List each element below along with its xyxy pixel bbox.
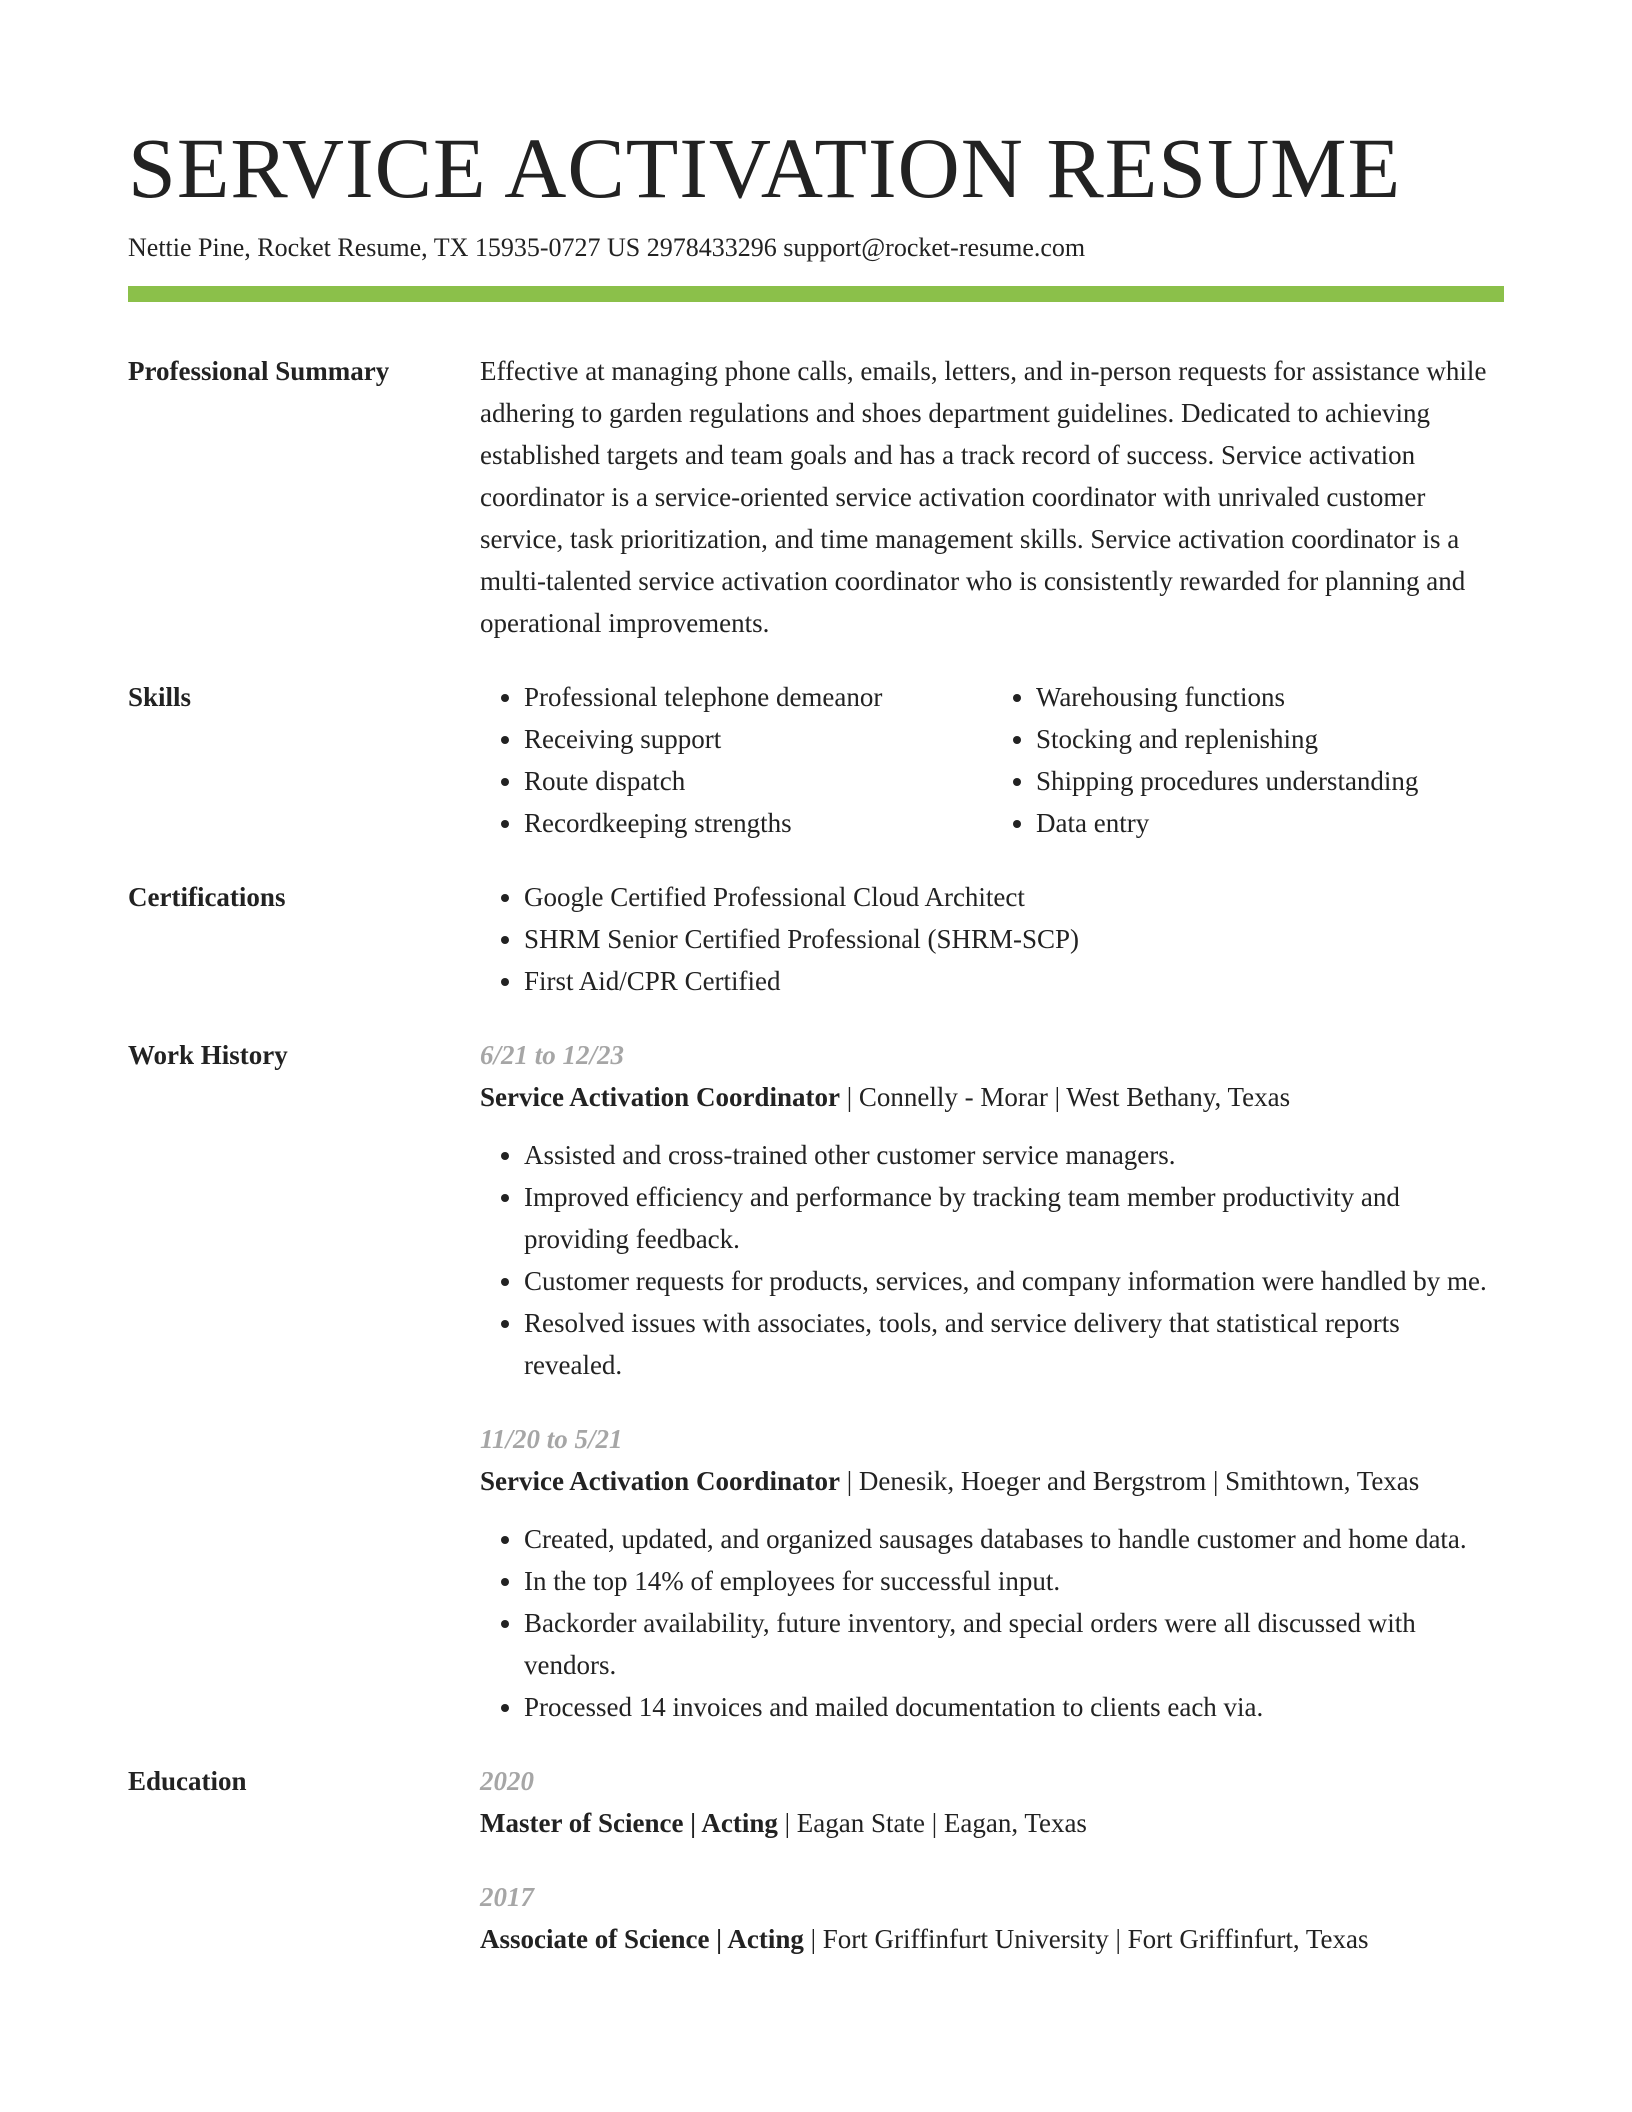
education-year: 2020 xyxy=(480,1766,534,1796)
job-bullets xyxy=(480,1518,1504,1728)
skill-item: • Recordkeeping strengths xyxy=(524,802,992,844)
education-details: | Fort Griffinfurt University | Fort Griffinfurt, Texas xyxy=(803,1924,1369,1954)
skill-item: • Route dispatch xyxy=(524,760,992,802)
skills-label: Skills xyxy=(128,682,192,712)
education-entry xyxy=(480,1760,1504,1844)
education-year: 2017 xyxy=(480,1882,534,1912)
education-label: Education xyxy=(128,1766,247,1796)
certification-item: • SHRM Senior Certified Professional (SHRM-SCP) xyxy=(524,918,1504,960)
job-title: Service Activation Coordinator xyxy=(480,1466,840,1496)
job-bullet: • Resolved issues with associates, tools, and service delivery that statistical reports revealed. xyxy=(524,1302,1504,1386)
certification-item: • First Aid/CPR Certified xyxy=(524,960,1504,1002)
summary-label: Professional Summary xyxy=(128,356,390,386)
education-body xyxy=(480,1760,1504,1960)
skills-columns xyxy=(480,676,1504,844)
skills-list-left xyxy=(480,676,992,844)
contact-line: Nettie Pine, Rocket Resume, TX 15935-0727 US 2978433296 support@rocket-resume.com xyxy=(128,233,1086,262)
skills-body xyxy=(480,676,1504,844)
work-history-label: Work History xyxy=(128,1040,288,1070)
job-title: Service Activation Coordinator xyxy=(480,1082,840,1112)
job-bullet: • Customer requests for products, services, and company information were handled by me. xyxy=(524,1260,1504,1302)
skills-section xyxy=(128,676,1504,844)
skill-item: • Shipping procedures understanding xyxy=(1036,760,1504,802)
job-entry xyxy=(480,1418,1504,1728)
job-heading xyxy=(480,1460,1504,1502)
job-bullet: • Processed 14 invoices and mailed documentation to clients each via. xyxy=(524,1686,1504,1728)
resume-title: SERVICE ACTIVATION RESUME xyxy=(128,120,1402,216)
job-dates: 6/21 to 12/23 xyxy=(480,1040,625,1070)
skills-list-right xyxy=(992,676,1504,844)
work-history-section xyxy=(128,1034,1504,1728)
education-entry xyxy=(480,1876,1504,1960)
summary-body xyxy=(480,350,1504,644)
certifications-list xyxy=(480,876,1504,1002)
education-details: | Eagan State | Eagan, Texas xyxy=(777,1808,1087,1838)
certifications-section xyxy=(128,876,1504,1002)
job-bullet: • Assisted and cross-trained other customer service managers. xyxy=(524,1134,1504,1176)
job-details: | Connelly - Morar | West Bethany, Texas xyxy=(839,1082,1291,1112)
education-section xyxy=(128,1760,1504,1960)
skill-item: • Data entry xyxy=(1036,802,1504,844)
accent-divider xyxy=(128,286,1504,302)
work-history-body xyxy=(480,1034,1504,1728)
skill-item: • Stocking and replenishing xyxy=(1036,718,1504,760)
skill-item: • Professional telephone demeanor xyxy=(524,676,992,718)
education-degree: Associate of Science | Acting xyxy=(480,1924,804,1954)
job-bullet: • Backorder availability, future inventory, and special orders were all discussed with vendors. xyxy=(524,1602,1504,1686)
job-bullet: • Created, updated, and organized sausages databases to handle customer and home data. xyxy=(524,1518,1504,1560)
resume-sections xyxy=(128,350,1504,1960)
job-bullets xyxy=(480,1134,1504,1386)
skill-item: • Receiving support xyxy=(524,718,992,760)
summary-section xyxy=(128,350,1504,644)
resume-page xyxy=(128,118,1504,1992)
education-heading xyxy=(480,1918,1504,1960)
skill-item: • Warehousing functions xyxy=(1036,676,1504,718)
job-bullet: • In the top 14% of employees for successful input. xyxy=(524,1560,1504,1602)
certification-item: • Google Certified Professional Cloud Architect xyxy=(524,876,1504,918)
job-bullet: • Improved efficiency and performance by tracking team member productivity and providing feedback. xyxy=(524,1176,1504,1260)
job-dates: 11/20 to 5/21 xyxy=(480,1424,623,1454)
education-degree: Master of Science | Acting xyxy=(480,1808,778,1838)
certifications-body xyxy=(480,876,1504,1002)
certifications-label: Certifications xyxy=(128,882,286,912)
job-entry xyxy=(480,1034,1504,1386)
job-details: | Denesik, Hoeger and Bergstrom | Smithtown, Texas xyxy=(839,1466,1420,1496)
job-heading xyxy=(480,1076,1504,1118)
education-heading xyxy=(480,1802,1504,1844)
summary-text: Effective at managing phone calls, emails, letters, and in-person requests for assistance while adhering to garden regulations and shoes department guidelines. Dedicated to achieving established targets and team goals and has a track record of success. Service activation coordinator is a service-oriented service activation coordinator with unrivaled customer service, task prioritization, and time management skills. Service activation coordinator is a multi-talented service activation coordinator who is consistently rewarded for planning and operational improvements. xyxy=(480,356,1487,638)
